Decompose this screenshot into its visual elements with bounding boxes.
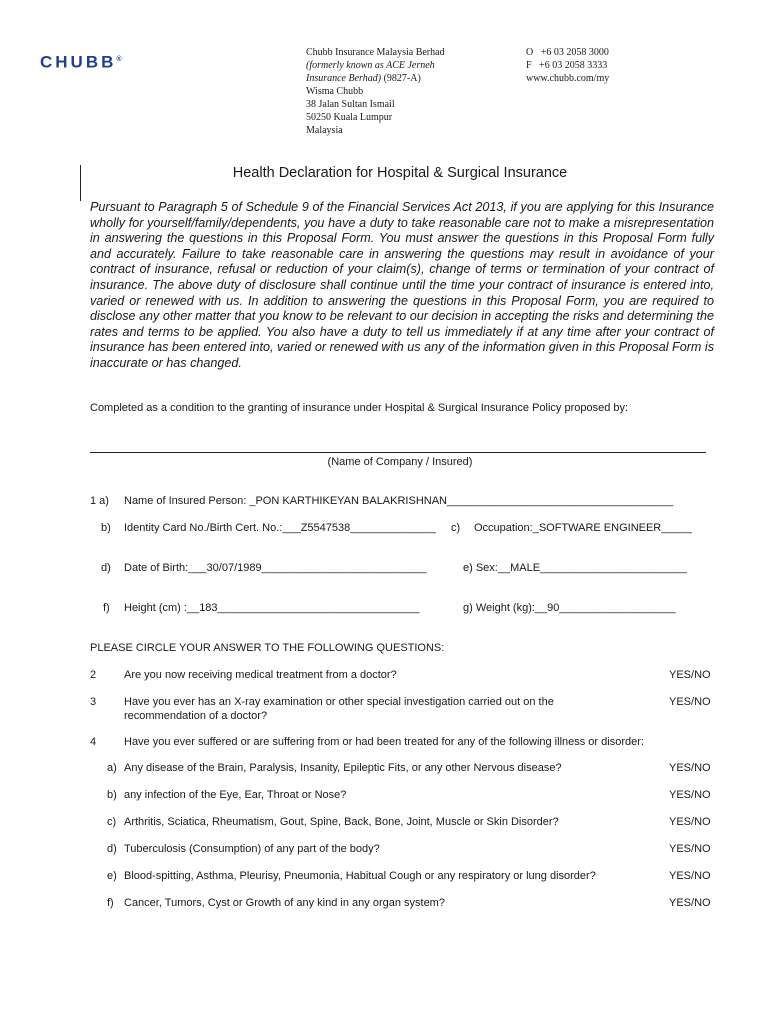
occupation-field[interactable]: Occupation:_SOFTWARE ENGINEER_____ bbox=[474, 522, 692, 534]
q1f-label: f) bbox=[103, 602, 110, 614]
q4c-answer[interactable]: YES/NO bbox=[669, 816, 711, 828]
q4a-text: Any disease of the Brain, Paralysis, Insanity, Epileptic Fits, or any other Nervous disease? bbox=[124, 762, 562, 774]
height-field[interactable]: Height (cm) :__183_________________________________ bbox=[124, 602, 420, 614]
date-of-birth-field[interactable]: Date of Birth:___30/07/1989___________________________ bbox=[124, 562, 427, 574]
fax-number: F +6 03 2058 3333 bbox=[526, 60, 608, 71]
q4b-label: b) bbox=[107, 789, 117, 801]
logo-registered-mark: ® bbox=[116, 56, 122, 63]
address-country: Malaysia bbox=[306, 125, 343, 136]
q4a-label: a) bbox=[107, 762, 117, 774]
q4d-answer[interactable]: YES/NO bbox=[669, 843, 711, 855]
website: www.chubb.com/my bbox=[526, 73, 610, 84]
q2-number: 2 bbox=[90, 669, 97, 681]
address-street: 38 Jalan Sultan Ismail bbox=[306, 99, 395, 110]
q3-number: 3 bbox=[90, 696, 97, 708]
q1d-label: d) bbox=[101, 562, 111, 574]
q3-text-cont: recommendation of a doctor? bbox=[124, 710, 268, 722]
q2-text: Are you now receiving medical treatment from a doctor? bbox=[124, 669, 397, 681]
document-title: Health Declaration for Hospital & Surgical Insurance bbox=[232, 165, 568, 181]
q4f-text: Cancer, Tumors, Cyst or Growth of any kind in any organ system? bbox=[124, 897, 445, 909]
company-former-name: (formerly known as ACE Jerneh bbox=[306, 60, 435, 71]
q3-answer[interactable]: YES/NO bbox=[669, 696, 711, 708]
office-phone: O +6 03 2058 3000 bbox=[526, 47, 609, 58]
company-former-name-cont bbox=[306, 72, 516, 85]
q2-answer[interactable]: YES/NO bbox=[669, 669, 711, 681]
q4e-label: e) bbox=[107, 870, 117, 882]
insured-name-field[interactable]: Name of Insured Person: _PON KARTHIKEYAN BALAKRISHNAN_____________________________________ bbox=[124, 495, 674, 507]
logo-text: CHUBB bbox=[40, 52, 117, 72]
q1a-number: 1 a) bbox=[90, 495, 109, 507]
company-address bbox=[306, 46, 516, 137]
company-former-name-italic: Insurance Berhad) bbox=[306, 73, 382, 84]
circle-instruction: PLEASE CIRCLE YOUR ANSWER TO THE FOLLOWING QUESTIONS: bbox=[90, 642, 445, 654]
chubb-logo bbox=[40, 50, 122, 73]
q4d-label: d) bbox=[107, 843, 117, 855]
q4c-label: c) bbox=[107, 816, 117, 828]
weight-field[interactable]: g) Weight (kg):__90___________________ bbox=[463, 602, 676, 614]
company-name-line[interactable] bbox=[90, 452, 706, 453]
q4b-answer[interactable]: YES/NO bbox=[669, 789, 711, 801]
company-name: Chubb Insurance Malaysia Berhad bbox=[306, 47, 445, 58]
address-building: Wisma Chubb bbox=[306, 86, 364, 97]
q4e-answer[interactable]: YES/NO bbox=[669, 870, 711, 882]
q4c-text: Arthritis, Sciatica, Rheumatism, Gout, Spine, Back, Bone, Joint, Muscle or Skin Disorder? bbox=[124, 816, 559, 828]
q4f-answer[interactable]: YES/NO bbox=[669, 897, 711, 909]
address-city: 50250 Kuala Lumpur bbox=[306, 112, 393, 123]
q4e-text: Blood-spitting, Asthma, Pleurisy, Pneumonia, Habitual Cough or any respiratory or lung disorder? bbox=[124, 870, 596, 882]
condition-text: Completed as a condition to the granting of insurance under Hospital & Surgical Insurance Policy proposed by: bbox=[90, 402, 629, 414]
sex-field[interactable]: e) Sex:__MALE________________________ bbox=[463, 562, 687, 574]
q1c-label: c) bbox=[451, 522, 461, 534]
intro-paragraph: Pursuant to Paragraph 5 of Schedule 9 of the Financial Services Act 2013, if you are applying for this Insurance wholly for yourself/family/dependents, you have a duty to take reasonable care not to make a misrepresentation in answering the questions in this Proposal Form. You must answer the questions in this Proposal Form fully and accurately. Failure to take reasonable care in answering the questions may result in avoidance of your contract of insurance, refusal or reduction of your claim(s), change of terms or termination of your contract of insurance. The above duty of disclosure shall continue until the time your contract of insurance is entered into, varied or renewed with us. In addition to answering the questions in this Proposal Form, you are required to disclose any other matter that you know to be relevant to our decision in accepting the risks and determining the rates and terms to be applied. You also have a duty to tell us immediately if at any time after your contract of insurance has been entered into, varied or renewed with us any of the information given in this Proposal Form is inaccurate or has changed. bbox=[90, 200, 714, 370]
q4b-text: any infection of the Eye, Ear, Throat or Nose? bbox=[124, 789, 347, 801]
q3-text: Have you ever has an X-ray examination or other special investigation carried out on the bbox=[124, 696, 554, 708]
q4-number: 4 bbox=[90, 736, 97, 748]
company-reg-number: (9827-A) bbox=[381, 73, 421, 84]
company-contact bbox=[526, 46, 686, 85]
q1b-label: b) bbox=[101, 522, 111, 534]
identity-card-field[interactable]: Identity Card No./Birth Cert. No.:___Z5547538______________ bbox=[124, 522, 436, 534]
q4-text: Have you ever suffered or are suffering from or had been treated for any of the following illness or disorder: bbox=[124, 736, 644, 748]
q4d-text: Tuberculosis (Consumption) of any part of the body? bbox=[124, 843, 380, 855]
q4f-label: f) bbox=[107, 897, 114, 909]
q4a-answer[interactable]: YES/NO bbox=[669, 762, 711, 774]
company-caption: (Name of Company / Insured) bbox=[327, 456, 473, 468]
